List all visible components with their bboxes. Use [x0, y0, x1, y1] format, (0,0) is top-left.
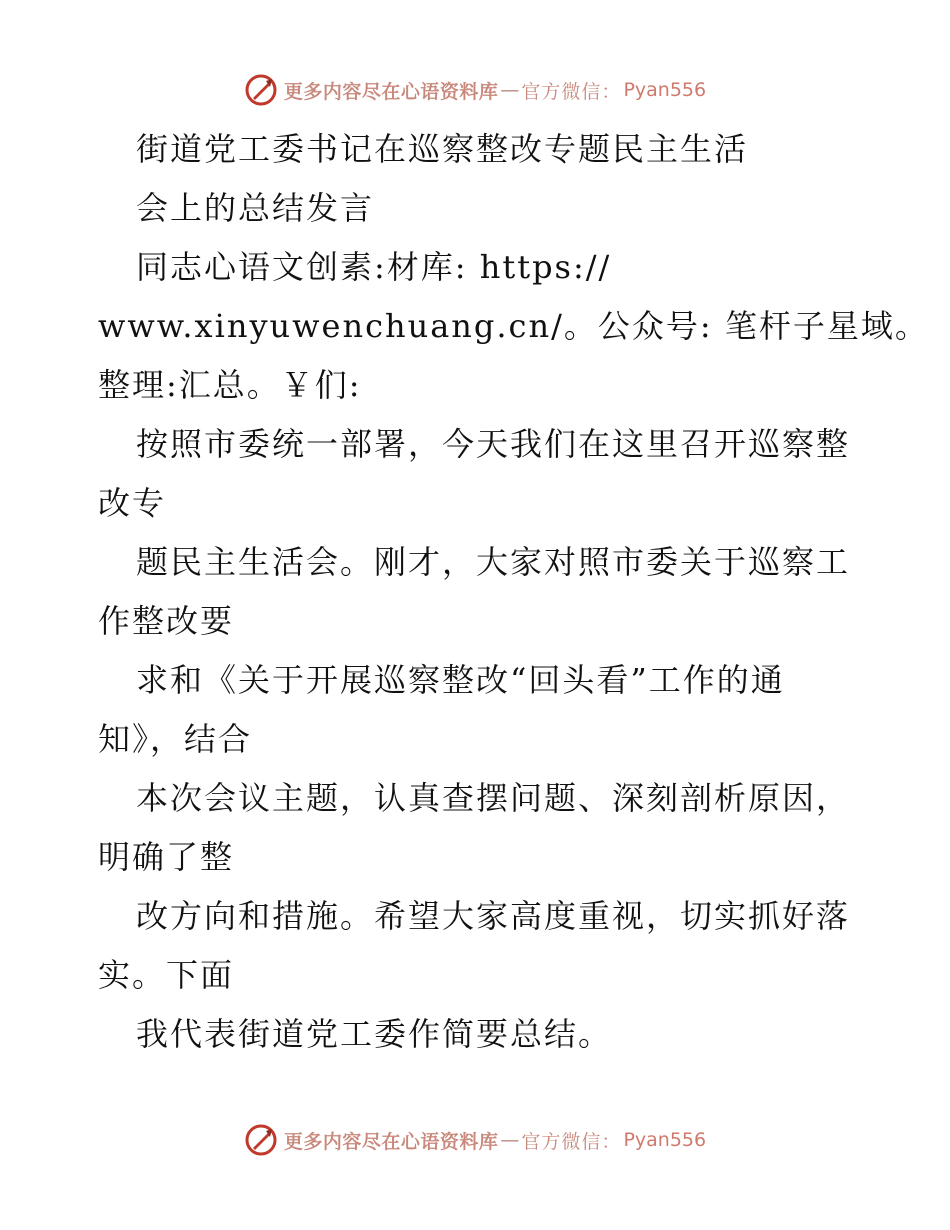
- document-body: [98, 120, 929, 1064]
- banner-brand: 更多内容尽在心语资料库: [283, 80, 499, 103]
- text-line: 作整改要: [98, 602, 235, 640]
- banner-dash: —: [500, 1129, 520, 1151]
- text-line: 我代表街道党工委作简要总结。: [136, 1015, 613, 1053]
- footer-banner: [0, 1120, 950, 1160]
- text-line: 本次会议主题，认真查摆问题、深刻剖析原因，: [136, 779, 851, 817]
- banner-handle: Pyan556: [623, 1129, 707, 1151]
- text-line: 同志心语文创素:材库: https://: [136, 248, 612, 286]
- text-line: 题民主生活会。刚才，大家对照市委关于巡察工: [136, 543, 851, 581]
- text-line: 实。下面: [98, 956, 235, 994]
- text-line: www.xinyuwenchuang.cn/。公众号: 笔杆子星域。: [98, 307, 929, 345]
- header-banner: [0, 70, 950, 110]
- title-line-2: 会上的总结发言: [136, 189, 375, 227]
- banner-dash: —: [500, 79, 520, 101]
- quill-logo-icon: [244, 73, 278, 107]
- banner-contact-label: 官方微信：: [521, 1130, 622, 1153]
- banner-handle: Pyan556: [623, 79, 707, 101]
- text-line: 明确了整: [98, 838, 235, 876]
- text-line: 整理:汇总。￥们:: [98, 366, 362, 404]
- text-line: 求和《关于开展巡察整改“回头看”工作的通: [136, 661, 785, 699]
- quill-logo-icon: [244, 1123, 278, 1157]
- banner-contact-label: 官方微信：: [521, 80, 622, 103]
- text-line: 改专: [98, 484, 167, 522]
- text-line: 知》，结合: [98, 720, 253, 758]
- text-line: 按照市委统一部署，今天我们在这里召开巡察整: [136, 425, 851, 463]
- text-line: 改方向和措施。希望大家高度重视，切实抓好落: [136, 897, 851, 935]
- banner-brand: 更多内容尽在心语资料库: [283, 1130, 499, 1153]
- title-line-1: 街道党工委书记在巡察整改专题民主生活: [136, 130, 749, 168]
